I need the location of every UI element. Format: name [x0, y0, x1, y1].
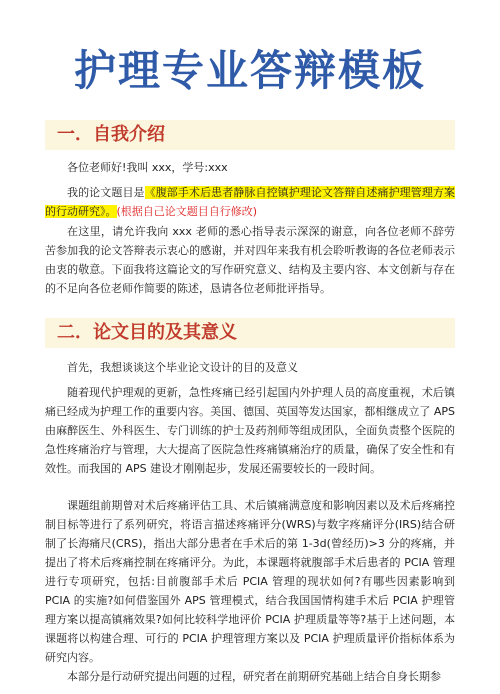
thanks-paragraph: 在这里，请允许我向 xxx 老师的悉心指导表示深深的谢意，向各位老师不辞劳苦参加我的论文答辩表示衷心的感谢，并对四年来我有机会聆听教诲的各位老师表示由衷的敬意。下面我将这篇论文的写作研究意义、结构及主要内容、本文创新与存在的不足向各位老师作简要的陈述，恳请各位老师批评指导。: [45, 225, 455, 295]
topic-prefix: 我的论文题目是: [67, 186, 145, 199]
topic-note: (根据自己论文题目自行修改): [116, 205, 258, 218]
purpose-intro-paragraph: 首先，我想谈谈这个毕业论文设计的目的及意义: [67, 361, 298, 374]
topic-paragraph: [45, 183, 455, 221]
background-paragraph: 随着现代护理观的更新，急性疼痛已经引起国内外护理人员的高度重视，术后镇痛已经成为护理工作的重要内容。美国、德国、英国等发达国家，都相继成立了 APS 由麻醉医生、外科医生、专门训练的护士及药剂师等组成团队，全面负责整个医院的急性疼痛治疗与管理，大大提高了医院急性疼痛镇痛治疗的质量，确保了安全性和有效性。而我国的 APS 建设才刚刚起步，发展还需要较长的一段时间。: [45, 386, 455, 475]
closing-paragraph: 本部分是行动研究提出问题的过程，研究者在前期研究基础上结合自身长期参: [67, 670, 441, 683]
research-paragraph: 课题组前期曾对术后疼痛评估工具、术后镇痛满意度和影响因素以及术后疼痛控制目标等进行了系列研究，将语言描述疼痛评分(WRS)与数字疼痛评分(IRS)结合研制了长海痛尺(CRS)，指出大部分患者在手术后的第 1-3d(曾经历)>3 分的疼痛，并提出了将术后疼痛控制在疼痛评分。为此，本课题将就腹部手术后患者的 PCIA 管理进行专项研究，包括:目前腹部手术后 PCIA 管理的现状如何?有哪些因素影响到 PCIA 的实施?如何借鉴国外 APS 管理模式，结合我国国情构建手术后 PCIA 护理管理方案以提高镇痛效果?如何比较科学地评价 PCIA 护理质量等等?基于上述问题，本课题将以构建合理、可行的 PCIA 护理管理方案以及 PCIA 护理质量评价指标体系为研究内容。: [45, 499, 455, 664]
section-heading-self-intro: 一．自我介绍: [45, 120, 455, 150]
greeting-paragraph: 各位老师好!我叫 xxx，学号:xxx: [67, 161, 228, 174]
topic-title: 《腹部手术后患者静脉自控镇护理论文答辩自述痛护理管理方案的行动研究》。: [45, 186, 456, 218]
document-title: 护理专业答辩模板: [73, 46, 426, 95]
section-heading-purpose: 二．论文目的及其意义: [45, 318, 455, 348]
